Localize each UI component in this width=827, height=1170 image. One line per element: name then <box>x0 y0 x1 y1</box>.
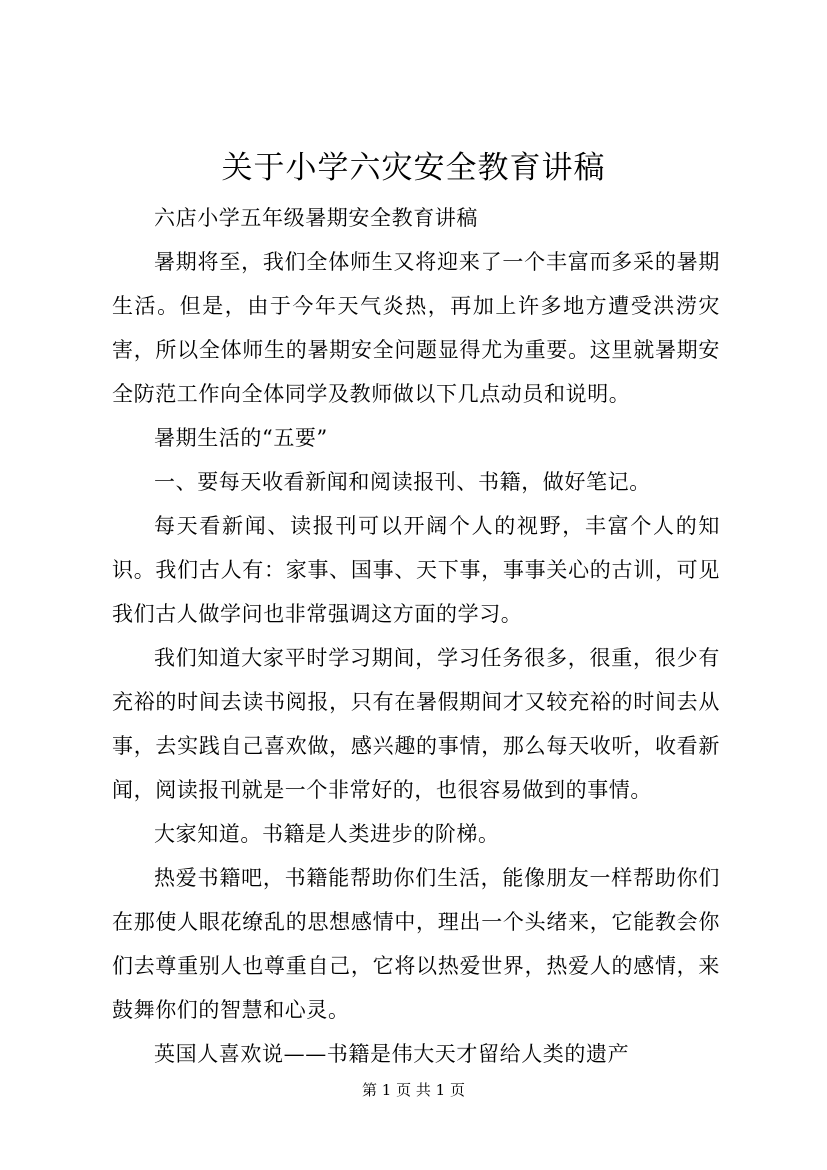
paragraph-study-time: 我们知道大家平时学习期间，学习任务很多，很重，很少有充裕的时间去读书阅报，只有在暑假期间才又较充裕的时间去从事，去实践自己喜欢做，感兴趣的事情，那么每天收听，收看新闻，阅读报刊就是一个非常好的，也很容易做到的事情。 <box>112 646 720 802</box>
document-title: 关于小学六灾安全教育讲稿 <box>221 150 606 186</box>
paragraph-love-books: 热爱书籍吧，书籍能帮助你们生活，能像朋友一样帮助你们在那使人眼花缭乱的思想感情中，理出一个头绪来，它能教会你们去尊重别人也尊重自己，它将以热爱世界，热爱人的感情，来鼓舞你们的智慧和心灵。 <box>112 866 720 1022</box>
document-body <box>112 196 720 1076</box>
page-footer: 第 1 页 共 1 页 <box>362 1081 465 1099</box>
paragraph-news-reading: 每天看新闻、读报刊可以开阔个人的视野，丰富个人的知识。我们古人有：家事、国事、天下事，事事关心的古训，可见我们古人做学问也非常强调这方面的学习。 <box>112 514 720 626</box>
paragraph-subtitle: 六店小学五年级暑期安全教育讲稿 <box>154 206 478 230</box>
paragraph-books-ladder: 大家知道。书籍是人类进步的阶梯。 <box>154 822 500 846</box>
paragraph-heading-five-musts: 暑期生活的“五要” <box>154 426 328 450</box>
paragraph-intro: 暑期将至，我们全体师生又将迎来了一个丰富而多采的暑期生活。但是，由于今年天气炎热，再加上许多地方遭受洪涝灾害，所以全体师生的暑期安全问题显得尤为重要。这里就暑期安全防范工作向全体同学及教师做以下几点动员和说明。 <box>112 250 720 406</box>
paragraph-item-one: 一、要每天收看新闻和阅读报刊、书籍，做好笔记。 <box>154 470 651 494</box>
paragraph-english-saying: 英国人喜欢说——书籍是伟大天才留给人类的遗产 <box>154 1042 630 1066</box>
